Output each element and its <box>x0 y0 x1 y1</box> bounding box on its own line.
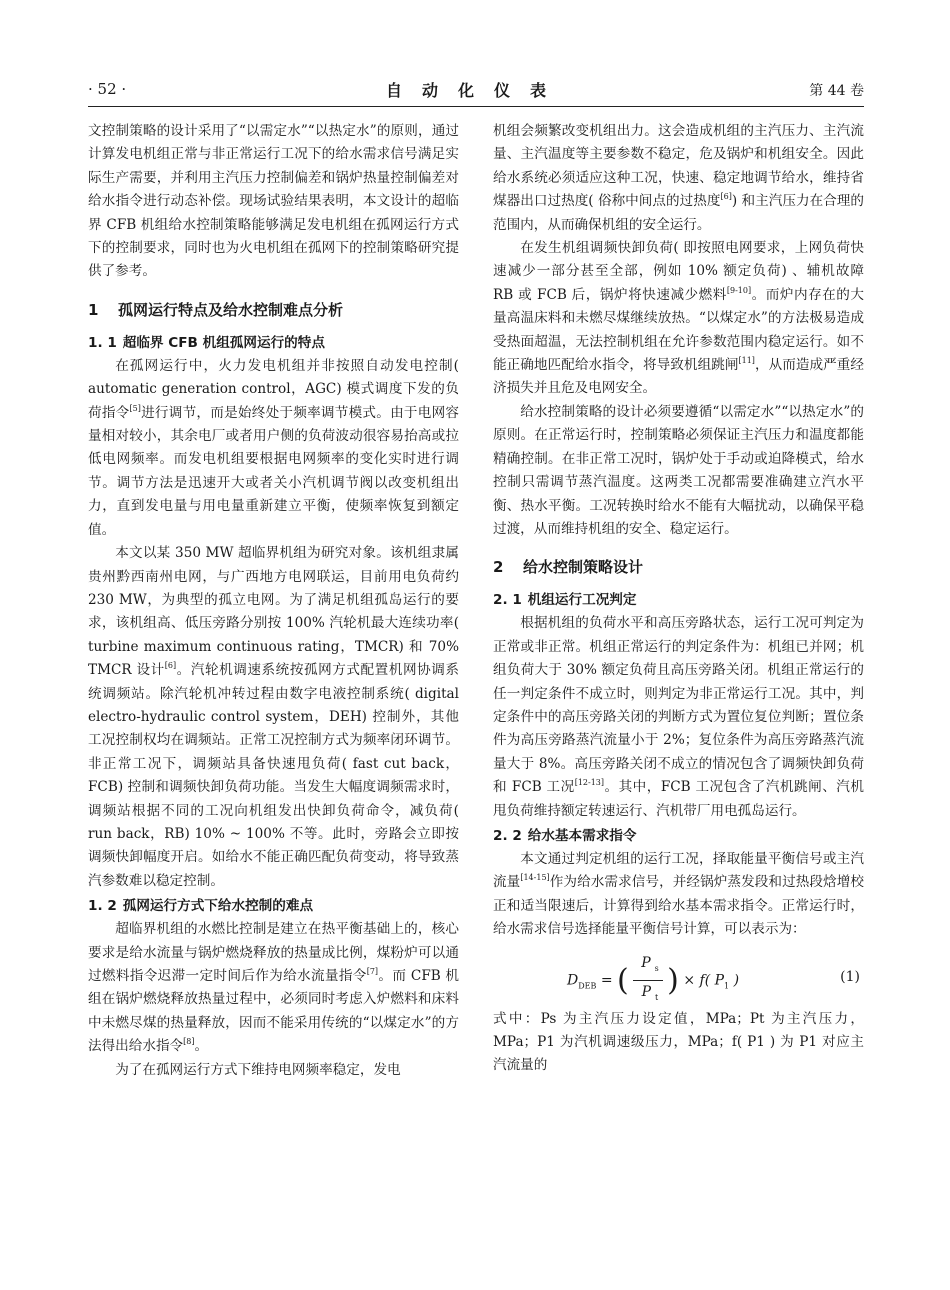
section-2-2-heading <box>493 825 864 848</box>
paragraph: 根据机组的负荷水平和高压旁路状态，运行工况可判定为正常或非正常。机组正常运行的判定条件为：机组已并网；机组负荷大于 30% 额定负荷且高压旁路关闭。机组正常运行的任一判定条件不成立时，则判定为非正常运行工况。其中，判定条件中的高压旁路关闭的判断方式为置位复位判断；置位条件为高压旁路蒸汽流量小于 2%；复位条件为高压旁路蒸汽流量大于 8%。高压旁路关闭不成立的情况包含了调频快卸负荷和 FCB 工况[12-13]。其中，FCB 工况包含了汽机跳闸、汽机甩负荷维持额定转速运行、汽机带厂用电孤岛运行。 <box>493 615 864 819</box>
section-2-1-heading <box>493 589 864 612</box>
equation-1 <box>493 946 864 1006</box>
citation: [7] <box>366 967 379 976</box>
section-title: 孤网运行特点及给水控制难点分析 <box>118 300 344 319</box>
section-2-heading <box>493 555 864 579</box>
citation: [8] <box>183 1037 195 1047</box>
equation-label: (1) <box>840 968 860 985</box>
intro-paragraph: 文控制策略的设计采用了“以需定水”“以热定水”的原则，通过计算发电机组正常与非正常运行工况下的给水需求信号满足实际生产需要，并利用主汽压力控制偏差和锅炉热量控制偏差对给水指令进行动态补偿。现场试验结果表明，本文设计的超临界 CFB 机组给水控制策略能够满足发电机组在孤网运行方式下的控制要求，同时也为火电机组在孤网下的控制策略研究提供了参考。 <box>88 123 459 280</box>
left-column <box>88 120 459 1082</box>
section-number: 2 <box>493 558 504 577</box>
citation: [6] <box>720 192 732 202</box>
section-1-heading <box>88 298 459 322</box>
section-number: 2. 2 <box>493 827 522 844</box>
equation-body: $D_{DEB}$ = ( $\frac{P _s}{P _t}$ ) × f( $P_1$ ) <box>567 952 739 1009</box>
citation: [5] <box>129 403 141 413</box>
section-number: 1 <box>88 300 99 319</box>
paragraph: 给水控制策略的设计必须要遵循“以需定水”“以热定水”的原则。在正常运行时，控制策略必须保证主汽压力和温度都能精确控制。在非正常工况时，锅炉处于手动或迫降模式，给水控制只需调节蒸汽温度。这两类工况都需要准确建立汽水平衡、热水平衡。工况转换时给水不能有大幅扰动，以确保平稳过渡，从而维持机组的安全、稳定运行。 <box>493 403 864 537</box>
citation: [11] <box>738 356 755 366</box>
section-title: 给水基本需求指令 <box>527 827 637 844</box>
section-number: 2. 1 <box>493 592 522 609</box>
journal-title: 自动化仪表 <box>385 81 566 100</box>
section-1-2-heading <box>88 895 459 918</box>
section-title: 给水控制策略设计 <box>523 558 644 577</box>
citation: [12-13] <box>574 778 605 788</box>
paragraph: 为了在孤网运行方式下维持电网频率稳定，发电 <box>115 1061 401 1078</box>
paragraph: 本文以某 350 MW 超临界机组为研究对象。该机组隶属贵州黔西南州电网，与广西地方电网联运，目前用电负荷约 230 MW，为典型的孤立电网。为了满足机组孤岛运行的要求，该机组高、低压旁路分别按 100% 汽轮机最大连续功率( turbine maximum continuous rating，TMCR) 和 70% TMCR 设计[6]。汽轮机调速系统按孤网方式配置机网协调系统调频站。除汽轮机冲转过程由数字电液控制系统( digital electro-hydraulic control system，DEH) 控制外，其他工况控制权均在调频站。正常工况控制方式为频率闭环调节。非正常工况下，调频站具备快速甩负荷( fast cut back，FCB) 控制和调频快卸负荷功能。当发生大幅度调频需求时，调频站根据不同的工况向机组发出快卸负荷命令，减负荷( run back，RB) 10% ~ 100% 不等。此时，旁路会立即按调频快卸幅度开启。如给水不能正确匹配负荷变动，将导致蒸汽参数难以稳定控制。 <box>88 545 459 889</box>
citation: [9-10] <box>726 285 752 295</box>
paragraph: 超临界机组的水燃比控制是建立在热平衡基础上的，核心要求是给水流量与锅炉燃烧释放的热量成比例，煤粉炉可以通过燃料指令迟滞一定时间后作为给水流量指令[7]。而 CFB 机组在锅炉燃烧释放热量过程中，必须同时考虑入炉燃料和床料中未燃尽煤的热量释放，因而不能采用传统的“以煤定水”的方法得出给水指令[8]。 <box>88 921 459 1055</box>
page-number: · 52 · <box>88 80 127 98</box>
paragraph: 在发生机组调频快卸负荷( 即按照电网要求，上网负荷快速减少一部分甚至全部，例如 10% 额定负荷) 、辅机故障 RB 或 FCB 后，锅炉将快速减少燃料[9-10]。而炉内存在的大量高温床料和未燃尽煤继续放热。“以煤定水”的方法极易造成受热面超温，无法控制机组在允许参数范围内稳定运行。如不能正确地匹配给水指令，将导致机组跳闸[11]，从而造成严重经济损失并且危及电网安全。 <box>493 240 865 397</box>
paragraph: 机组会频繁改变机组出力。这会造成机组的主汽压力、主汽流量、主汽温度等主要参数不稳定，危及锅炉和机组安全。因此给水系统必须适应这种工况，快速、稳定地调节给水，维持省煤器出口过热度( 俗称中间点的过热度[6]) 和主汽压力在合理的范围内，从而确保机组的安全运行。 <box>493 123 865 233</box>
section-title: 超临界 CFB 机组孤网运行的特点 <box>122 334 325 351</box>
header-rule <box>88 106 864 107</box>
section-number: 1. 2 <box>88 898 117 915</box>
fraction: $\frac{P _s}{P _t}$ <box>633 952 663 1009</box>
section-1-1-heading <box>88 332 459 355</box>
section-title: 孤网运行方式下给水控制的难点 <box>122 898 314 915</box>
right-column <box>493 120 864 1078</box>
paragraph: 式中：Ps 为主汽压力设定值，MPa；Pt 为主汽压力，MPa；P1 为汽机调速级压力，MPa；f( P1 ) 为 P1 对应主汽流量的 <box>493 1010 864 1074</box>
volume-label: 第 44 卷 <box>809 83 864 99</box>
page-header <box>88 76 864 104</box>
paragraph: 本文通过判定机组的运行工况，择取能量平衡信号或主汽流量[14-15]作为给水需求信号，并经锅炉蒸发段和过热段焓增校正和适当限速后，计算得到给水基本需求指令。正常运行时，给水需求信号选择能量平衡信号计算，可以表示为： <box>493 850 865 938</box>
section-title: 机组运行工况判定 <box>527 592 637 609</box>
citation: [14-15] <box>520 873 550 883</box>
section-number: 1. 1 <box>88 334 117 351</box>
citation: [6] <box>164 661 177 671</box>
paragraph: 在孤网运行中，火力发电机组并非按照自动发电控制( automatic generation control，AGC) 模式调度下发的负荷指令[5]进行调节，而是始终处于频率调节模式。由于电网容量相对较小，其余电厂或者用户侧的负荷波动很容易抬高或拉低电网频率。而发电机组要根据电网频率的变化实时进行调节。调节方法是迅速开大或者关小汽机调节阀以改变机组出力，直到发电量与用电量重新建立平衡，使频率恢复到额定值。 <box>88 357 459 538</box>
